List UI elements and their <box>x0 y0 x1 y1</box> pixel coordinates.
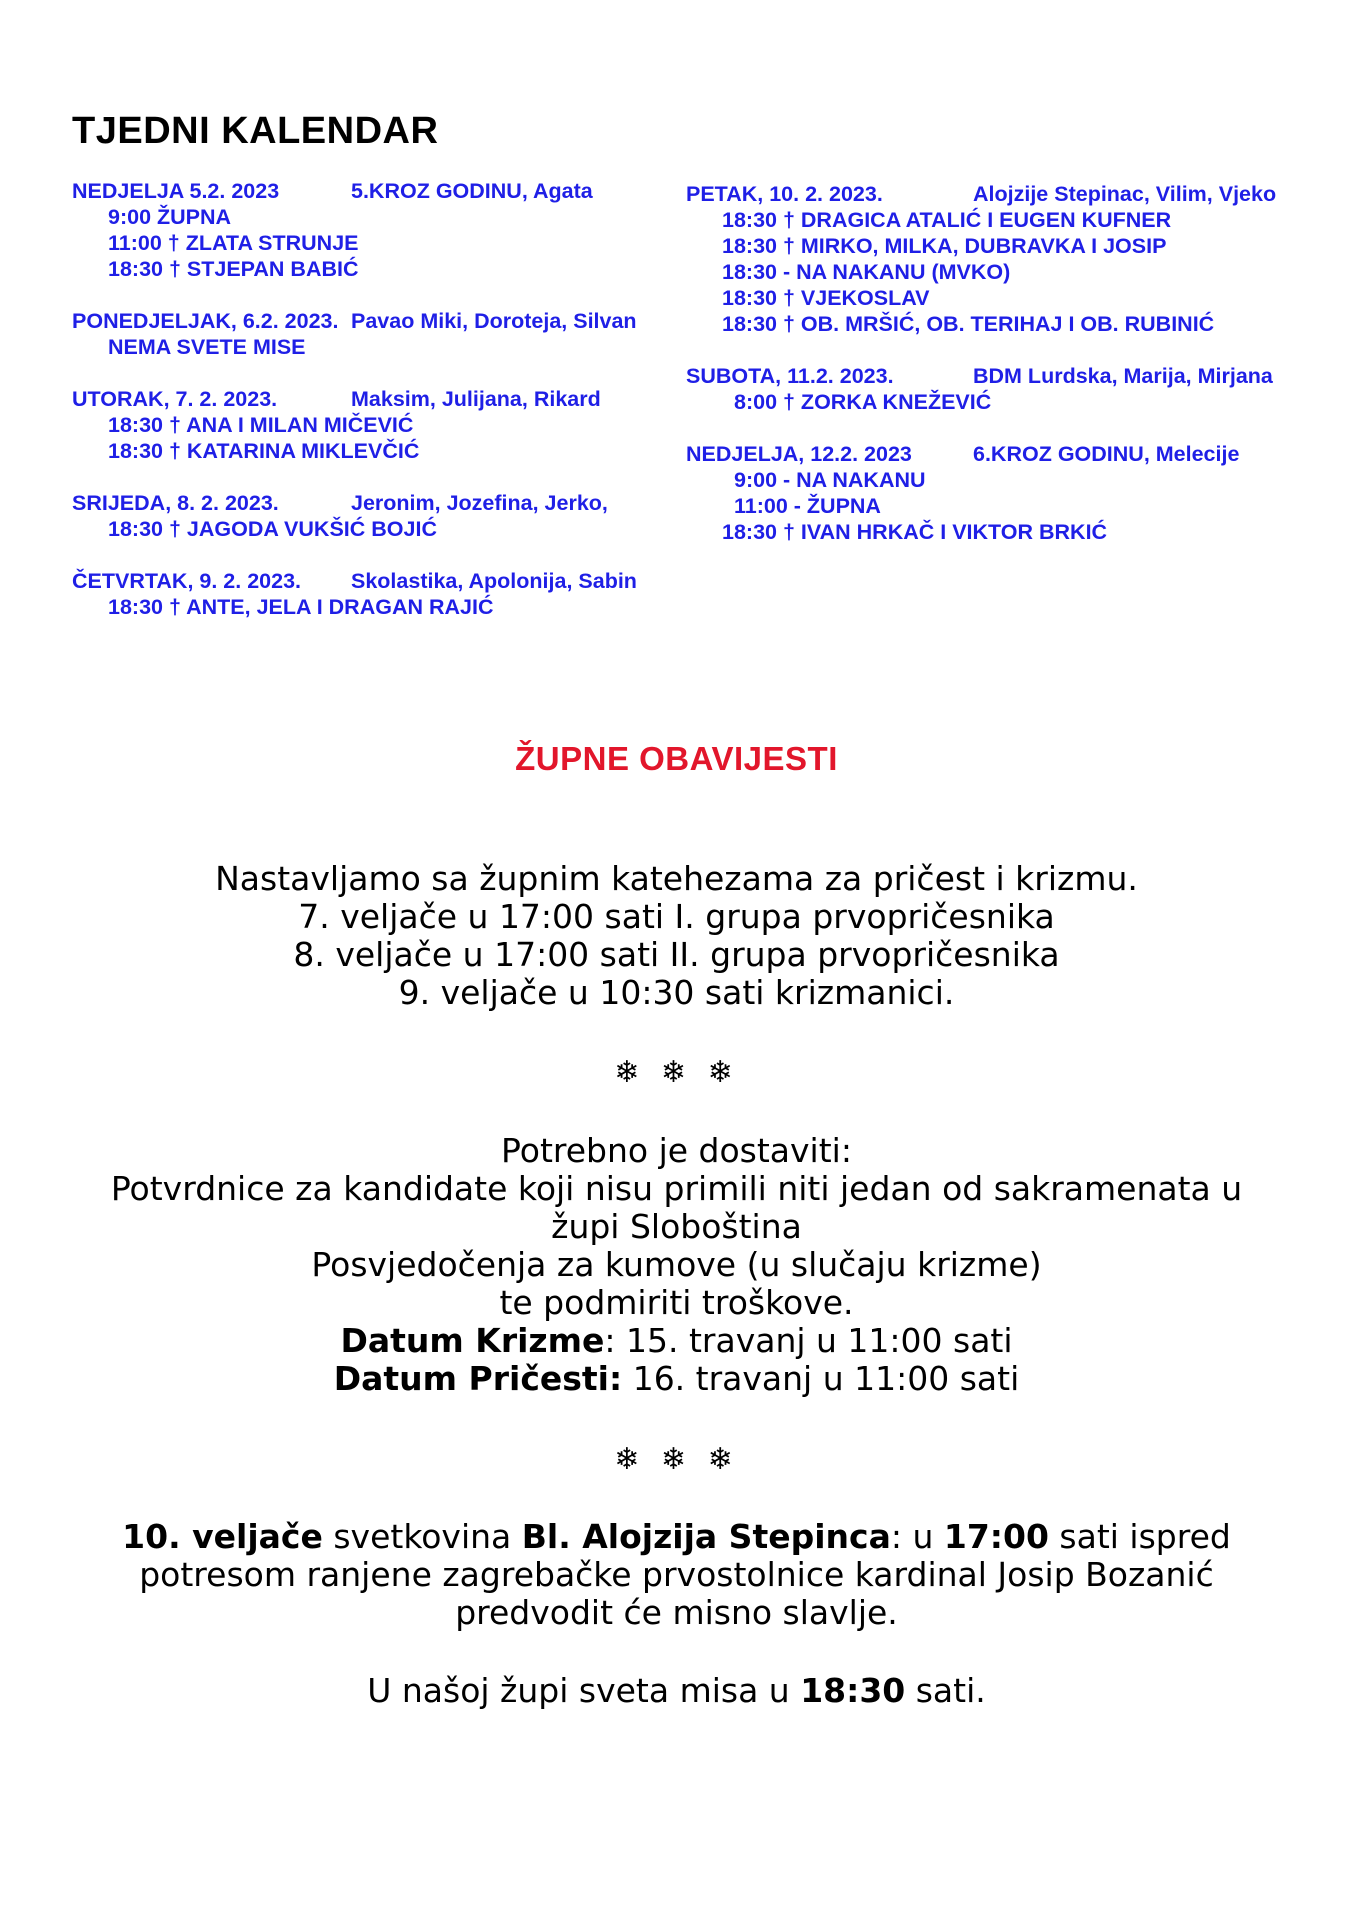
mass-entry: 11:00 † ZLATA STRUNJE <box>108 231 359 255</box>
day-header <box>72 386 652 412</box>
day-saints: 6.KROZ GODINU, Melecije <box>973 442 1240 466</box>
stepinac-notice <box>60 1518 1293 1632</box>
day-date: SRIJEDA, 8. 2. 2023. <box>72 491 279 515</box>
notice-text: U našoj župi sveta misa u <box>367 1671 801 1710</box>
confirmation-date <box>60 1322 1293 1360</box>
snowflake-divider: ❄ ❄ ❄ <box>614 1442 739 1477</box>
snowflake-divider: ❄ ❄ ❄ <box>614 1055 739 1090</box>
confirmation-date-value: : 15. travanj u 11:00 sati <box>604 1321 1013 1360</box>
notice-text: sati. <box>905 1671 986 1710</box>
mass-entry: 11:00 - ŽUPNA <box>734 494 881 518</box>
mass-entry: 9:00 ŽUPNA <box>108 205 232 229</box>
day-date: NEDJELJA 5.2. 2023 <box>72 179 280 203</box>
calendar-day <box>72 308 652 360</box>
day-date: ČETVRTAK, 9. 2. 2023. <box>72 569 302 593</box>
day-header <box>72 308 652 334</box>
communion-date-label: Datum Pričesti: <box>333 1359 623 1398</box>
parish-mass-notice <box>60 1672 1293 1710</box>
day-saints: 5.KROZ GODINU, Agata <box>351 179 593 203</box>
documents-notice <box>60 1132 1293 1398</box>
notice-line: 7. veljače u 17:00 sati I. grupa prvopričesnika <box>298 897 1055 936</box>
day-date: SUBOTA, 11.2. 2023. <box>686 364 894 388</box>
confirmation-date-label: Datum Krizme <box>340 1321 605 1360</box>
mass-entry: 18:30 - NA NAKANU (MVKO) <box>722 260 1011 284</box>
notice-text: : u <box>890 1517 944 1556</box>
day-header <box>686 363 1326 389</box>
notice-line: 9. veljače u 10:30 sati krizmanici. <box>398 973 955 1012</box>
calendar-day <box>72 568 652 620</box>
day-date: UTORAK, 7. 2. 2023. <box>72 387 278 411</box>
saint-name: Bl. Alojzija Stepinca <box>521 1517 891 1556</box>
communion-date-value: 16. travanj u 11:00 sati <box>622 1359 1020 1398</box>
calendar-day <box>686 441 1326 545</box>
page-title: TJEDNI KALENDAR <box>72 110 439 152</box>
mass-entry: 18:30 † MIRKO, MILKA, DUBRAVKA I JOSIP <box>722 234 1167 258</box>
calendar-day <box>72 490 652 542</box>
notice-line: Nastavljamo sa župnim katehezama za pričest i krizmu. <box>215 859 1138 898</box>
mass-entry: 18:30 † OB. MRŠIĆ, OB. TERIHAJ I OB. RUBINIĆ <box>722 312 1215 336</box>
day-header <box>72 568 652 594</box>
calendar-day <box>72 178 652 282</box>
mass-entry: 18:30 † ANTE, JELA I DRAGAN RAJIĆ <box>108 595 494 619</box>
day-date: PONEDJELJAK, 6.2. 2023. <box>72 309 339 333</box>
mass-time: 17:00 <box>943 1517 1049 1556</box>
day-saints: Pavao Miki, Doroteja, Silvan <box>351 309 637 333</box>
mass-entry: 9:00 - NA NAKANU <box>734 468 926 492</box>
notice-line: te podmiriti troškove. <box>499 1283 854 1322</box>
day-header <box>72 490 652 516</box>
day-date: PETAK, 10. 2. 2023. <box>686 182 883 206</box>
day-date: NEDJELJA, 12.2. 2023 <box>686 442 912 466</box>
day-saints: Skolastika, Apolonija, Sabin <box>351 569 637 593</box>
day-saints: BDM Lurdska, Marija, Mirjana <box>973 364 1273 388</box>
day-saints: Maksim, Julijana, Rikard <box>351 387 601 411</box>
mass-entry: 8:00 † ZORKA KNEŽEVIĆ <box>734 390 992 414</box>
parish-mass-text <box>60 1672 1293 1710</box>
feast-date: 10. veljače <box>122 1517 323 1556</box>
day-saints: Jeronim, Jozefina, Jerko, <box>351 491 608 515</box>
day-saints: Alojzije Stepinac, Vilim, Vjeko <box>973 182 1277 206</box>
communion-date <box>60 1360 1293 1398</box>
notice-line: Potrebno je dostaviti: <box>501 1131 852 1170</box>
notice-line: Posvjedočenja za kumove (u slučaju krizme) <box>311 1245 1042 1284</box>
calendar-left-column <box>72 178 652 646</box>
mass-entry: 18:30 † DRAGICA ATALIĆ I EUGEN KUFNER <box>722 208 1172 232</box>
calendar-right-column <box>686 181 1326 571</box>
notice-line: Potvrdnice za kandidate koji nisu primili niti jedan od sakramenata u župi Sloboština <box>110 1169 1243 1246</box>
mass-entry: 18:30 † STJEPAN BABIĆ <box>108 257 359 281</box>
calendar-day <box>72 386 652 464</box>
mass-entry: 18:30 † JAGODA VUKŠIĆ BOJIĆ <box>108 517 437 541</box>
notices-title: ŽUPNE OBAVIJESTI <box>515 740 838 777</box>
mass-entry: 18:30 † ANA I MILAN MIČEVIĆ <box>108 413 414 437</box>
mass-entry: 18:30 † IVAN HRKAČ I VIKTOR BRKIĆ <box>722 520 1108 544</box>
mass-entry: NEMA SVETE MISE <box>108 335 306 359</box>
stepinac-text <box>60 1518 1293 1632</box>
notice-text: svetkovina <box>322 1517 522 1556</box>
calendar-day <box>686 363 1326 415</box>
parish-mass-time: 18:30 <box>800 1671 906 1710</box>
catechesis-notice <box>60 860 1293 1012</box>
day-header <box>686 181 1326 207</box>
day-header <box>686 441 1326 467</box>
day-header <box>72 178 652 204</box>
calendar-day <box>686 181 1326 337</box>
notice-line: 8. veljače u 17:00 sati II. grupa prvopričesnika <box>293 935 1060 974</box>
mass-entry: 18:30 † KATARINA MIKLEVČIĆ <box>108 439 420 463</box>
notice-text: sati ispred potresom ranjene zagrebačke prvostolnice kardinal Josip Bozanić predvodit će misno slavlje. <box>139 1517 1231 1632</box>
mass-entry: 18:30 † VJEKOSLAV <box>722 286 930 310</box>
